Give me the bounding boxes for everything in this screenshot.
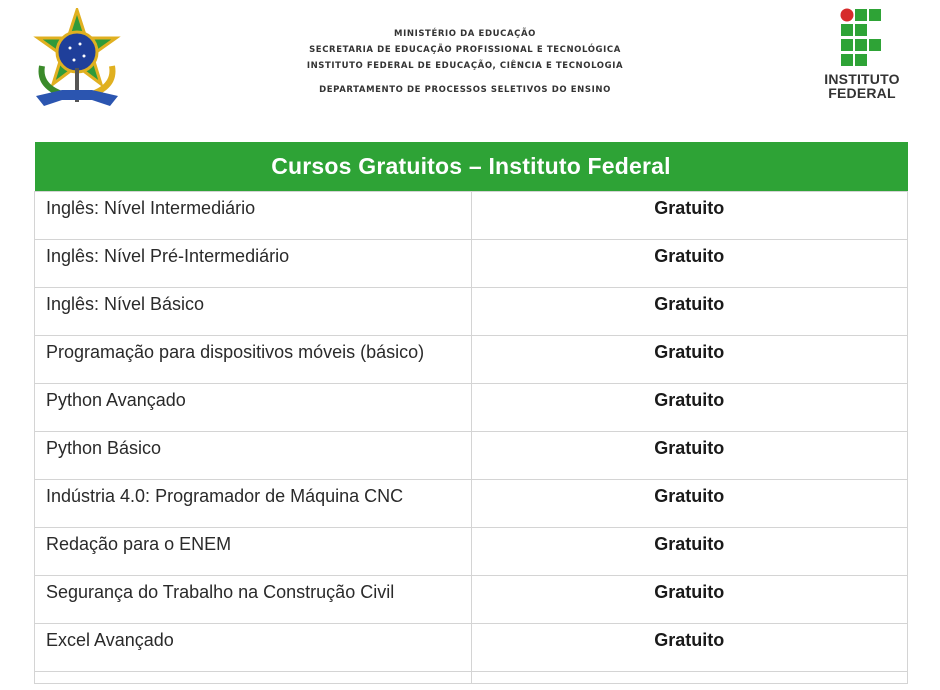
secretariat-line: SECRETARIA DE EDUCAÇÃO PROFISSIONAL E TECNOLÓGICA [309,45,621,55]
course-price: Gratuito [471,336,908,384]
course-name: Python Avançado [35,384,472,432]
course-price: Gratuito [471,240,908,288]
course-price: Gratuito [471,528,908,576]
table-row [35,624,908,672]
course-price: Gratuito [471,288,908,336]
course-name: Excel Avançado [35,624,472,672]
table-row [35,192,908,240]
ministry-line: MINISTÉRIO DA EDUCAÇÃO [394,29,536,39]
government-header-text [280,26,650,98]
page-header [0,0,940,135]
table-row [35,384,908,432]
course-price: Gratuito [471,480,908,528]
course-name: Indústria 4.0: Programador de Máquina CNC [35,480,472,528]
course-name: Python Básico [35,432,472,480]
course-price: Gratuito [471,624,908,672]
if-logo-icon [840,8,884,68]
course-price-empty [471,672,908,684]
course-name: Inglês: Nível Básico [35,288,472,336]
table-row [35,240,908,288]
course-price: Gratuito [471,576,908,624]
department-line: DEPARTAMENTO DE PROCESSOS SELETIVOS DO ENSINO [319,85,611,95]
courses-table [34,142,908,684]
table-row [35,432,908,480]
table-row [35,336,908,384]
if-logo-line1: INSTITUTO [824,71,900,87]
instituto-federal-logo [812,8,912,108]
table-row-partial [35,672,908,684]
table-row [35,288,908,336]
course-name: Inglês: Nível Intermediário [35,192,472,240]
course-name: Inglês: Nível Pré-Intermediário [35,240,472,288]
course-price: Gratuito [471,192,908,240]
if-logo-line2: FEDERAL [828,85,896,101]
course-name: Programação para dispositivos móveis (básico) [35,336,472,384]
course-name: Segurança do Trabalho na Construção Civil [35,576,472,624]
institute-line: INSTITUTO FEDERAL DE EDUCAÇÃO, CIÊNCIA E TECNOLOGIA [306,61,624,71]
course-name: Redação para o ENEM [35,528,472,576]
course-name-empty [35,672,472,684]
table-row [35,480,908,528]
table-row [35,576,908,624]
course-price: Gratuito [471,384,908,432]
table-title: Cursos Gratuitos – Instituto Federal [35,142,908,192]
table-row [35,528,908,576]
brazil-coat-of-arms-icon [28,8,126,110]
course-price: Gratuito [471,432,908,480]
if-logo-text [812,72,912,100]
